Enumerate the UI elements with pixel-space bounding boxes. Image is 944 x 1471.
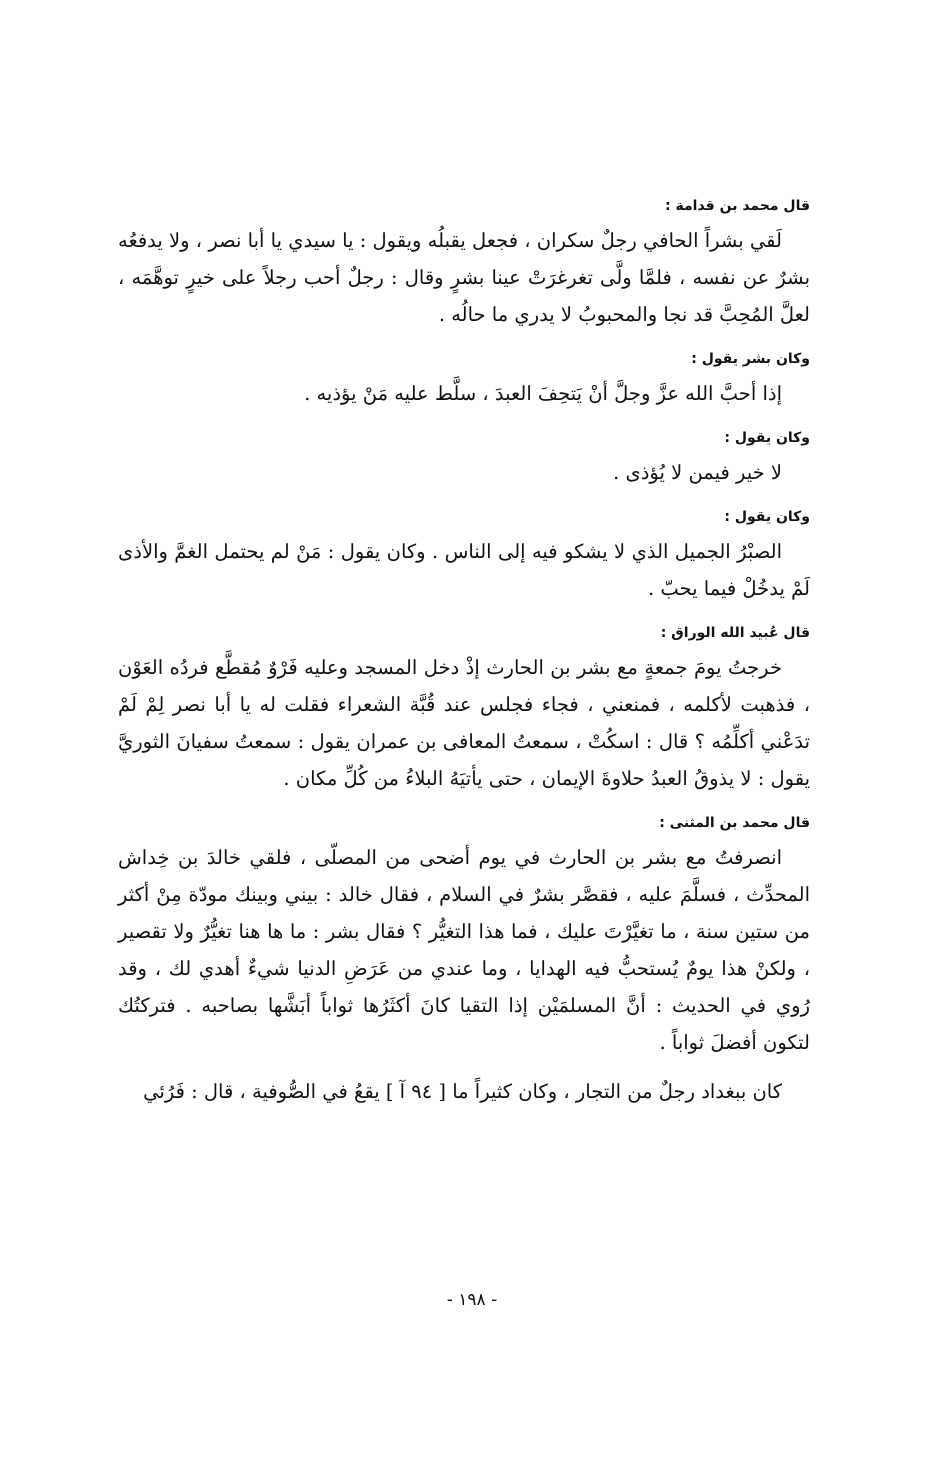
page-number: - ١٩٨ - — [446, 1290, 498, 1310]
section-heading: قال محمد بن قدامة : — [665, 198, 810, 214]
closing-paragraph: كان ببغداد رجلٌ من التجار ، وكان كثيراً ما [ ٩٤ آ ] يقعُ في الصُّوفية ، قال : فَرُئي — [143, 1080, 782, 1103]
section-paragraph: الصبْرُ الجميل الذي لا يشكو فيه إلى الناس . وكان يقول : مَنْ لم يحتمل الغمَّ والأذى لَمْ يدخُلْ فيما يحبّ . — [118, 540, 810, 600]
section-heading: وكان يقول : — [724, 509, 810, 525]
section-paragraph: خرجتُ يومَ جمعةٍ مع بشر بن الحارث إذْ دخل المسجد وعليه فَرْوٌ مُقطَّع فردُه العَوْن ، فذهبت لأكلمه ، فمنعني ، فجاء فجلس عند قُبَّة الشعراء فقلت له يا أبا نصر لِمْ لَمْ تدَعْني أكلِّمُه ؟ قال : اسكُتْ ، سمعتُ المعافى بن عمران يقول : سمعتُ سفيانَ الثوريَّ يقول : لا يذوقُ العبدُ حلاوةَ الإيمان ، حتى يأتيَهُ البلاءُ من كُلِّ مكان . — [118, 656, 810, 790]
section-5 — [118, 623, 810, 797]
section-6 — [118, 813, 810, 1061]
section-3 — [118, 428, 810, 491]
section-4 — [118, 507, 810, 607]
section-paragraph: انصرفتُ مع بشر بن الحارث في يوم أضحى من المصلّى ، فلقي خالدَ بن خِداش المحدِّث ، فسلَّمَ عليه ، فقصَّر بشرٌ في السلام ، فقال خالد : بيني وبينك مودّة مِنْ أكثر من ستين سنة ، ما تغيَّرْتَ عليك ، فما هذا التغيُّر ؟ فقال بشر : ما ها هنا تغيُّرٌ ولا تقصير ، ولكنْ هذا يومٌ يُستحبُّ فيه الهدايا ، وما عندي من عَرَضِ الدنيا شيءٌ أهدي لك ، وقد رُوي في الحديث : أنَّ المسلمَيْن إذا التقيا كانَ أكثَرُها ثواباً أبَشَّها بصاحبه . فتركتُك لتكون أفضلَ ثواباً . — [118, 846, 810, 1054]
section-heading: وكان بشر يقول : — [691, 351, 810, 367]
section-paragraph: إذا أحبَّ الله عزَّ وجلَّ أنْ يَتحِفَ العبدَ ، سلَّط عليه مَنْ يؤذيه . — [304, 382, 782, 405]
section-paragraph: لا خير فيمن لا يُؤذى . — [613, 461, 782, 484]
section-heading: قال محمد بن المثنى : — [659, 815, 810, 831]
section-1 — [118, 196, 810, 333]
section-2 — [118, 349, 810, 412]
section-paragraph: لَقي بشراً الحافي رجلٌ سكران ، فجعل يقبلُه ويقول : يا سيدي يا أبا نصر ، ولا يدفعُه بشرٌ عن نفسه ، فلمَّا ولَّى تغرغرَتْ عينا بشرٍ وقال : رجلٌ أحب رجلاً على خيرٍ توهَّمَه ، لعلَّ المُحِبَّ قد نجا والمحبوبُ لا يدري ما حالُه . — [118, 229, 810, 326]
section-heading: وكان يقول : — [724, 430, 810, 446]
page-body — [118, 196, 810, 1110]
section-heading: قال عُبيد الله الوراق : — [660, 625, 810, 641]
